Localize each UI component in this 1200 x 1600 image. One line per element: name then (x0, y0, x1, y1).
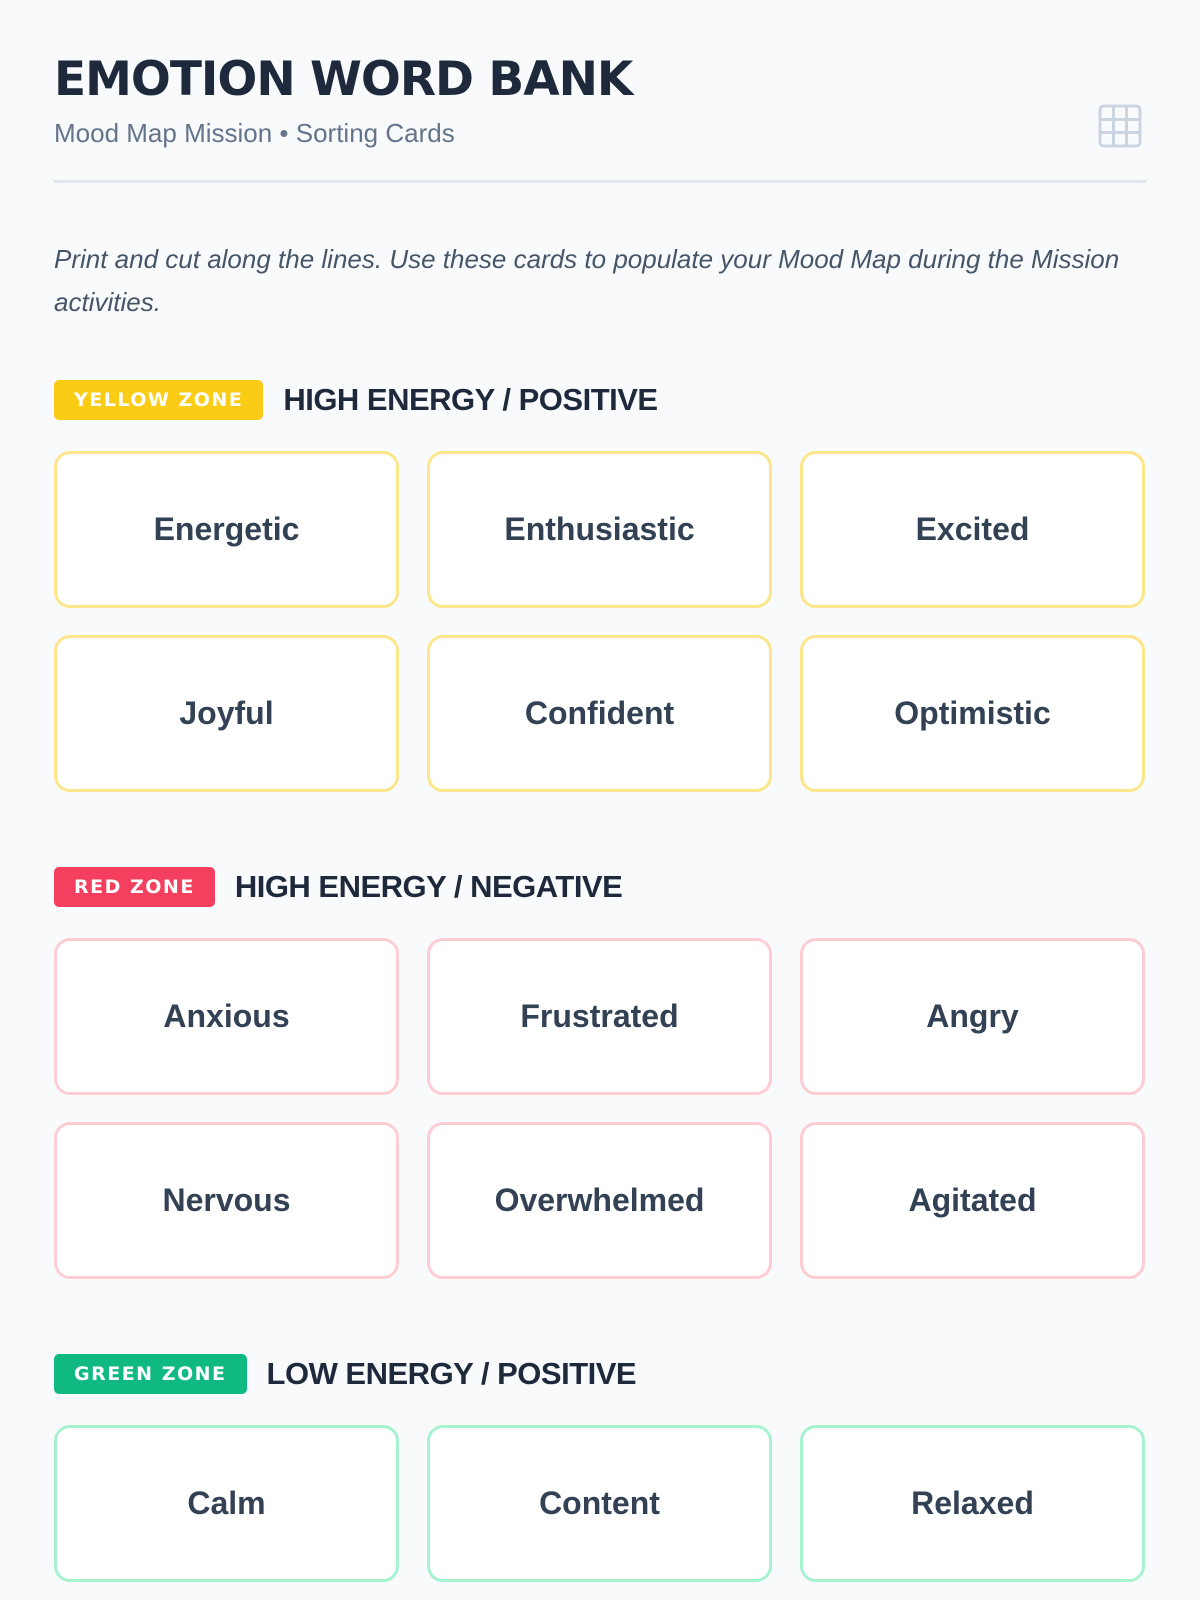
card-grid (54, 1425, 1146, 1582)
zone-badge: RED ZONE (54, 867, 215, 907)
emotion-card: Confident (427, 635, 772, 792)
zone-badge: GREEN ZONE (54, 1354, 247, 1394)
page-title: EMOTION WORD BANK (54, 52, 633, 107)
emotion-card: Energetic (54, 451, 399, 608)
emotion-card: Angry (800, 938, 1145, 1095)
emotion-card: Excited (800, 451, 1145, 608)
emotion-card: Enthusiastic (427, 451, 772, 608)
zone-header (54, 867, 1146, 907)
emotion-card: Overwhelmed (427, 1122, 772, 1279)
zone-header (54, 380, 1146, 420)
zone-badge: YELLOW ZONE (54, 380, 263, 420)
emotion-card: Content (427, 1425, 772, 1582)
zone-header (54, 1354, 1146, 1394)
card-grid (54, 938, 1146, 1279)
green-zone-section (54, 1354, 1146, 1582)
zone-label: LOW ENERGY / POSITIVE (266, 1356, 637, 1391)
zone-label: HIGH ENERGY / POSITIVE (283, 382, 658, 417)
emotion-card: Anxious (54, 938, 399, 1095)
emotion-card: Optimistic (800, 635, 1145, 792)
card-grid (54, 451, 1146, 792)
red-zone-section (54, 867, 1146, 1279)
grid-icon (1098, 104, 1142, 148)
zone-label: HIGH ENERGY / NEGATIVE (234, 869, 623, 904)
yellow-zone-section (54, 380, 1146, 792)
page-header (54, 0, 1146, 183)
emotion-card: Nervous (54, 1122, 399, 1279)
emotion-card: Joyful (54, 635, 399, 792)
emotion-card: Frustrated (427, 938, 772, 1095)
emotion-card: Relaxed (800, 1425, 1145, 1582)
instructions-text: Print and cut along the lines. Use these cards to populate your Mood Map during the Mission activities. (54, 244, 1120, 317)
emotion-card: Calm (54, 1425, 399, 1582)
emotion-card: Agitated (800, 1122, 1145, 1279)
page-subtitle: Mood Map Mission • Sorting Cards (54, 118, 455, 148)
